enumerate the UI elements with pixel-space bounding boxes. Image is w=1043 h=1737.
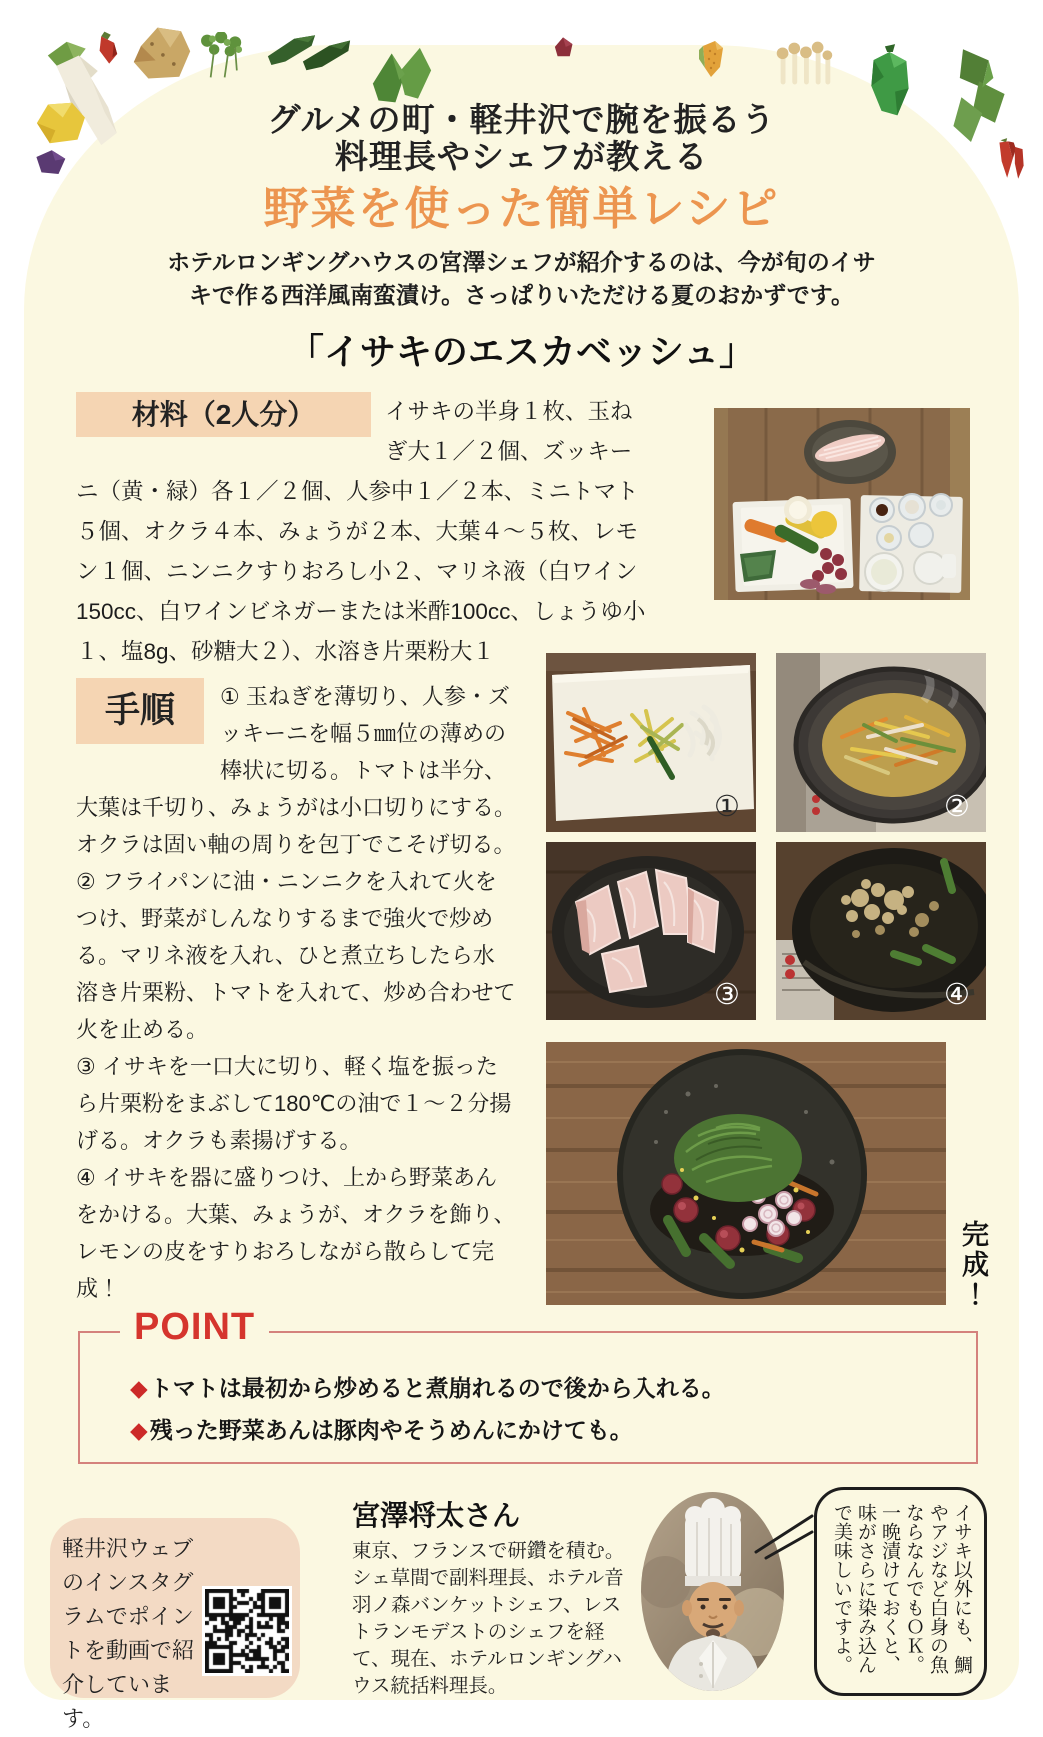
step-3-photo-number: ③ [714, 979, 740, 1011]
step-1-text: ① 玉ねぎを薄切り、人参・ズッキーニを幅５㎜位の薄めの棒状に切る。トマトは半分、大葉は千切り、みょうがは小口切りにする。オクラは固い軸の周りを包丁でこそげ切る。 [76, 684, 517, 857]
step-4-text: ④ イサキを器に盛りつけ、上から野菜あんをかける。大葉、みょうが、オクラを飾り、レモンの皮をすりおろしながら散らして完成！ [76, 1165, 516, 1301]
point-item [130, 1367, 976, 1409]
instagram-note-box [50, 1518, 300, 1731]
step-1-photo [546, 653, 756, 832]
chef-name: 宮澤将太さん [352, 1500, 521, 1531]
ingredients-photo [714, 408, 970, 600]
step-2-photo-number: ② [944, 791, 970, 823]
step-3-text: ③ イサキを一口大に切り、軽く塩を振ったら片栗粉をまぶして180℃の油で１～２分揚げる。オクラも素揚げする。 [76, 1054, 512, 1153]
jalapeno-peppers-icon [259, 30, 359, 72]
point-heading: POINT [120, 1306, 269, 1349]
red-chili-icon [89, 30, 123, 66]
enoki-mushrooms-icon [767, 41, 841, 87]
step-3-photo [546, 842, 756, 1020]
header-line-2: 料理長やシェフが教える [334, 138, 709, 175]
page-title: 野菜を使った簡単レシピ [263, 183, 780, 234]
intro-line-1: ホテルロンギングハウスの宮澤シェフが紹介するのは、今が旬のイサ [167, 249, 876, 275]
speech-bubble-text: イサキ以外にも、鯛やアジなど白身の魚ならなんでもＯＫ。一晩漬けておくと、味がさらに染み込んで美味しいですよ。 [831, 1503, 972, 1674]
step-4-photo [776, 842, 986, 1020]
point-list [80, 1367, 976, 1451]
step-2-photo [776, 653, 986, 832]
step-4-photo-number: ④ [944, 979, 970, 1011]
corn-icon [688, 39, 736, 79]
chef-bio: 東京、フランスで研鑽を積む。シェ草間で副料理長、ホテル音羽ノ森バンケットシェフ、レストランモデストのシェフを経て、現在、ホテルロンギングハウス統括料理長。 [352, 1540, 625, 1697]
point-item-text: 残った野菜あんは豚肉やそうめんにかけても。 [149, 1417, 633, 1443]
finished-dish-photo [546, 1042, 946, 1305]
qr-code [202, 1586, 292, 1676]
potato-icon [129, 24, 195, 84]
step-1-photo-number: ① [714, 791, 740, 823]
diamond-bullet-icon: ◆ [130, 1375, 148, 1401]
ingredients-label: 材料（2人分） [76, 392, 371, 437]
point-box [78, 1306, 978, 1464]
ingredients-text: イサキの半身１枚、玉ねぎ大１／２個、ズッキーニ（黄・緑）各１／２個、人参中１／２本、ミニトマト５個、オクラ４本、みょうが２本、大葉４～５枚、レモン１個、ニンニクすりおろし小２、マリネ液（白ワイン150cc、白ワインビネガーまたは米酢100cc、しょうゆ小１、塩8g、砂糖大２）、水溶き片栗粉大１ [76, 399, 646, 664]
steps-label: 手順 [76, 678, 204, 744]
point-item [130, 1409, 976, 1451]
chef-speech-bubble [814, 1487, 987, 1696]
intro-line-2: キで作る西洋風南蛮漬け。さっぱりいただける夏のおかずです。 [189, 282, 854, 308]
recipe-title: 「イサキのエスカベッシュ」 [287, 332, 756, 372]
steps-section [76, 678, 516, 1307]
instagram-note-text: 軽井沢ウェブのインスタグラムでポイントを動画で紹介しています。 [62, 1536, 195, 1731]
speech-bubble-tail-icon [750, 1512, 818, 1564]
done-label: 完成！ [958, 1220, 988, 1310]
cilantro-icon [193, 32, 251, 80]
ingredients-section [76, 392, 646, 672]
red-onion-slice-icon [544, 36, 582, 59]
step-2-text: ② フライパンに油・ニンニクを入れて火をつけ、野菜がしんなりするまで強火で炒める。マリネ液を入れ、ひと煮立ちしたら水溶き片栗粉、トマトを入れて、炒め合わせて火を止める。 [76, 869, 516, 1042]
diamond-bullet-icon: ◆ [130, 1417, 148, 1443]
point-item-text: トマトは最初から炒めると煮崩れるので後から入れる。 [149, 1375, 725, 1401]
header-line-1: グルメの町・軽井沢で腕を振るう [267, 101, 776, 138]
